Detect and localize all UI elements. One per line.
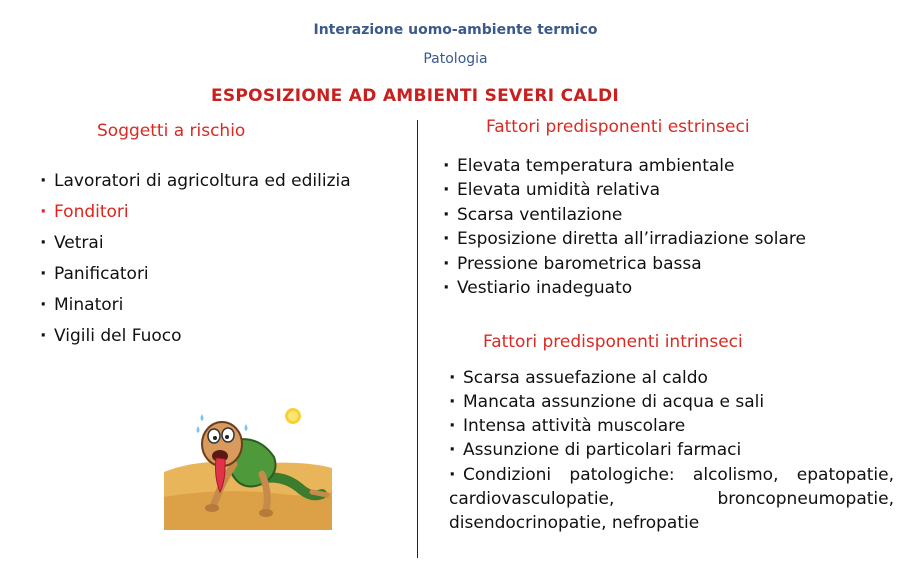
list-item-text: Elevata temperatura ambientale bbox=[457, 156, 735, 176]
bullet-icon: · bbox=[449, 416, 456, 436]
list-item bbox=[449, 367, 764, 391]
list-item bbox=[449, 439, 764, 463]
list-item-text: Vigili del Fuoco bbox=[54, 326, 182, 346]
bullet-icon: · bbox=[40, 295, 47, 315]
list-item bbox=[40, 264, 351, 295]
bullet-icon: · bbox=[40, 171, 47, 191]
bullet-icon: · bbox=[449, 465, 456, 485]
slide-header-subtitle: Patologia bbox=[423, 51, 488, 67]
list-item-text: Mancata assunzione di acqua e sali bbox=[463, 392, 765, 412]
list-item bbox=[40, 171, 351, 202]
list-item bbox=[40, 326, 351, 357]
list-item-text: Vestiario inadeguato bbox=[457, 277, 633, 298]
intrinsic-heading: Fattori predisponenti intrinseci bbox=[483, 332, 743, 352]
list-item bbox=[40, 233, 351, 264]
list-item-text: Elevata umidità relativa bbox=[457, 180, 661, 201]
list-item-text: Vetrai bbox=[54, 233, 104, 253]
extrinsic-factors-list bbox=[443, 155, 806, 301]
left-column-heading: Soggetti a rischio bbox=[97, 121, 246, 141]
list-item bbox=[443, 204, 806, 228]
main-title: ESPOSIZIONE AD AMBIENTI SEVERI CALDI bbox=[210, 86, 620, 106]
list-item-text: Lavoratori di agricoltura ed edilizia bbox=[54, 171, 351, 191]
slide-header-title: Interazione uomo-ambiente termico bbox=[313, 22, 598, 38]
bullet-icon: · bbox=[443, 180, 450, 201]
intrinsic-factors-list bbox=[449, 367, 764, 463]
list-item-text: Scarsa assuefazione al caldo bbox=[463, 368, 708, 388]
list-item-text: Intensa attività muscolare bbox=[463, 416, 686, 436]
list-item bbox=[449, 391, 764, 415]
bullet-icon: · bbox=[449, 368, 456, 388]
bullet-icon: · bbox=[443, 229, 450, 250]
list-item bbox=[443, 253, 806, 277]
bullet-icon: · bbox=[40, 233, 47, 253]
bullet-icon: · bbox=[443, 253, 450, 274]
extrinsic-heading: Fattori predisponenti estrinseci bbox=[486, 117, 750, 137]
bullet-icon: · bbox=[443, 204, 450, 225]
bullet-icon: · bbox=[40, 202, 47, 222]
heat-exhausted-man-illustration bbox=[162, 402, 334, 532]
column-divider bbox=[417, 120, 418, 558]
bullet-icon: · bbox=[40, 264, 47, 284]
bullet-icon: · bbox=[443, 156, 450, 176]
bullet-icon: · bbox=[449, 392, 456, 412]
bullet-icon: · bbox=[449, 440, 456, 460]
list-item-text: Condizioni patologiche: alcolismo, epatopatie, cardiovasculopatie, broncopneumopatie, disendocrinopatie, nefropatie bbox=[449, 465, 894, 533]
list-item bbox=[40, 295, 351, 326]
list-item-text: Panificatori bbox=[54, 264, 149, 284]
list-item bbox=[443, 277, 806, 301]
list-item bbox=[443, 155, 806, 179]
list-item bbox=[449, 415, 764, 439]
list-item-text: Esposizione diretta all’irradiazione solare bbox=[457, 229, 806, 250]
list-item-pathologies bbox=[449, 463, 894, 535]
list-item-text: Scarsa ventilazione bbox=[457, 204, 623, 225]
risk-subjects-list bbox=[40, 171, 351, 357]
list-item bbox=[40, 202, 351, 233]
bullet-icon: · bbox=[443, 277, 450, 298]
list-item-text: Pressione barometrica bassa bbox=[457, 253, 702, 274]
list-item-text: Minatori bbox=[54, 295, 124, 315]
bullet-icon: · bbox=[40, 326, 47, 346]
list-item bbox=[443, 179, 806, 203]
list-item bbox=[443, 228, 806, 252]
list-item-text: Fonditori bbox=[54, 202, 129, 222]
list-item-text: Assunzione di particolari farmaci bbox=[463, 440, 742, 460]
